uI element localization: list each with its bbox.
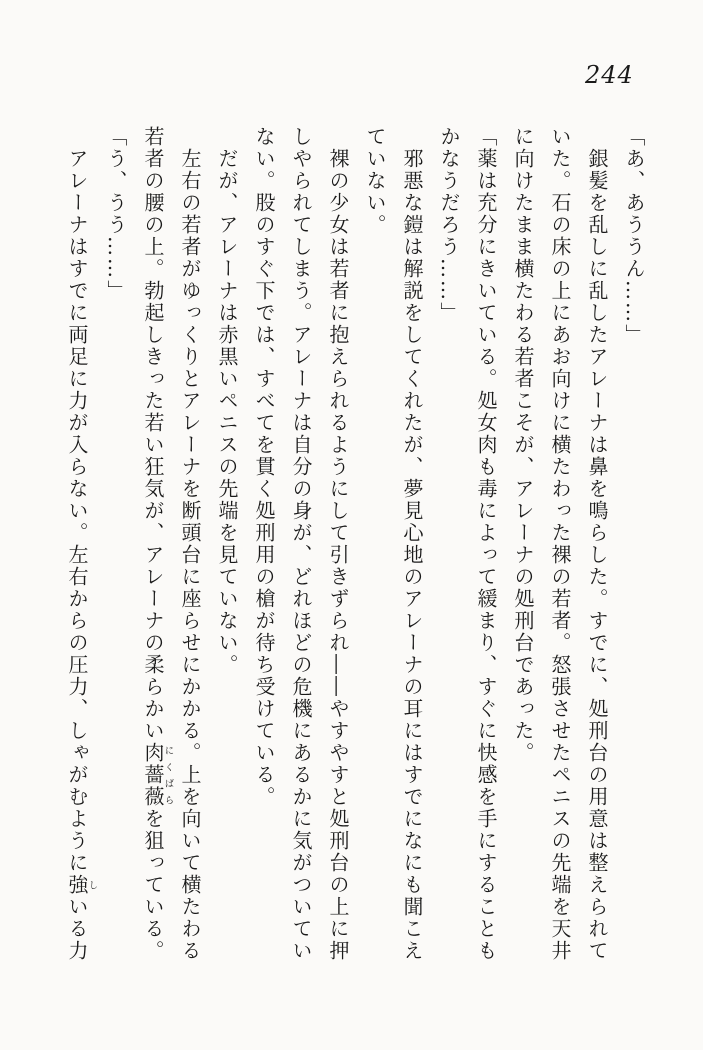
paragraph-narrative: 左右の若者がゆっくりとアレーナを断頭台に座らせにかかる。上を向いて横たわる若者の腰の上。勃起しきった若い狂気が、アレーナの柔らかい肉薔薇にくばらを狙っている。 <box>141 126 202 962</box>
ruby-annotated-word: 強し <box>65 874 98 896</box>
paragraph-narrative: 裸の少女は若者に抱えられるようにして引きずられ――やすやすと処刑台の上に押しやられてしまう。アレーナは自分の身が、どれほどの危機にあるかに気がついていない。股のすぐ下では、すべてを貫く処刑用の槍が待ち受けている。 <box>252 126 350 962</box>
paragraph-dialogue: 「う、うう……」 <box>104 126 128 302</box>
paragraph-narrative: 邪悪な鎧は解説をしてくれたが、夢見心地のアレーナの耳にはすでになにも聞こえていない。 <box>363 126 424 962</box>
paragraph-dialogue: 「あ、あううん……」 <box>622 126 646 346</box>
paragraph-dialogue: 「薬は充分にきいている。処女肉も毒によって緩まり、すぐに快感を手にすることもかなうだろう……」 <box>437 126 498 962</box>
text-block <box>58 126 652 964</box>
paragraph-narrative: 銀髪を乱しに乱したアレーナは鼻を鳴らした。すでに、処刑台の用意は整えられていた。石の床の上にあお向けに横たわった裸の若者。怒張させたペニスの先端を天井に向けたまま横たわる若者こそが、アレーナの処刑台であった。 <box>511 126 609 962</box>
paragraph-narrative: アレーナはすでに両足に力が入らない。左右からの圧力、しゃがむように強しいる力 <box>65 148 98 962</box>
ruby-annotated-word: 肉薔薇にくばら <box>141 742 174 808</box>
paragraph-narrative: だが、アレーナは赤黒いペニスの先端を見ていない。 <box>215 148 239 676</box>
page-number: 244 <box>585 61 634 89</box>
